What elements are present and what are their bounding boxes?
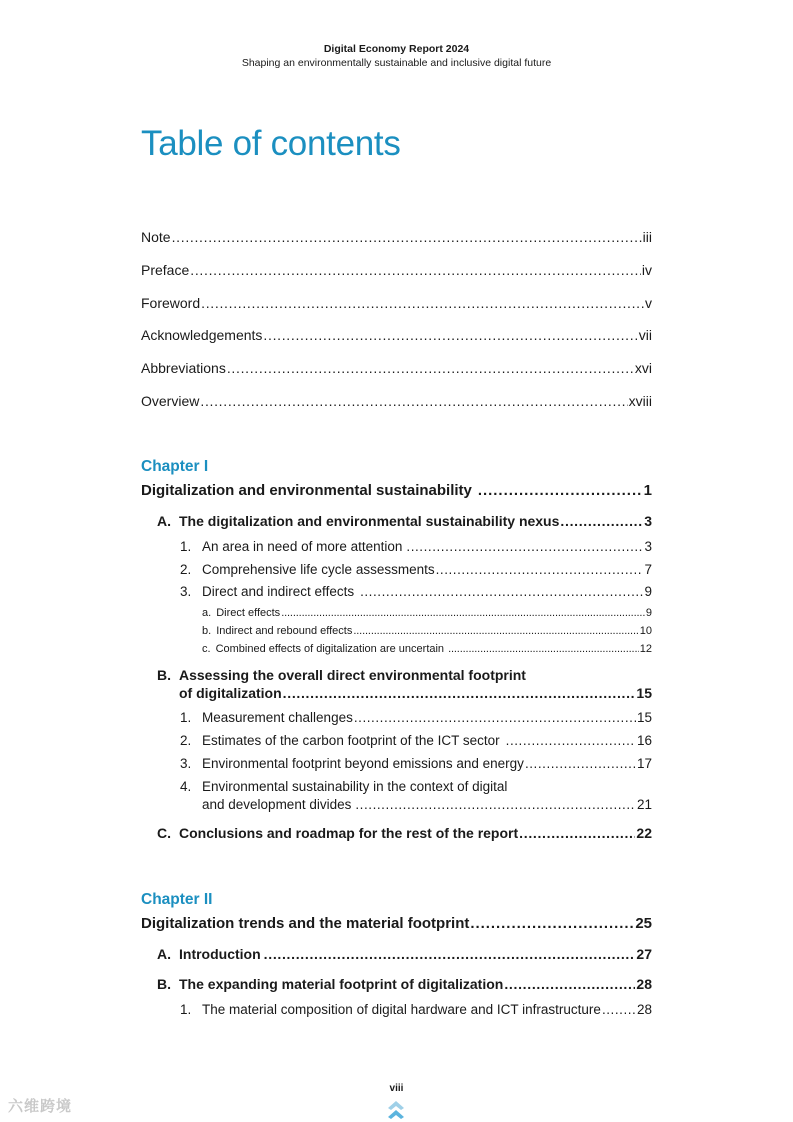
report-subtitle: Shaping an environmentally sustainable and inclusive digital future — [241, 57, 552, 69]
toc-entry-abbreviations[interactable] — [141, 360, 652, 376]
toc-section-2A[interactable] — [157, 946, 652, 962]
toc-entry-page: 9 — [645, 607, 652, 619]
toc-entry-label: Environmental sustainability in the context of digital — [202, 779, 508, 794]
toc-entry-label: Direct effects — [216, 607, 281, 619]
toc-subsection-1A2[interactable] — [180, 562, 652, 577]
toc-entry-label: Comprehensive life cycle assessments — [202, 562, 435, 577]
toc-entry-label: and development divides — [202, 797, 352, 812]
toc-entry-page: iii — [642, 229, 652, 245]
toc-subsection-1B4[interactable] — [202, 797, 652, 812]
toc-entry-label: Indirect and rebound effects — [216, 625, 353, 637]
toc-subsubsection-1A3b[interactable] — [202, 625, 652, 637]
toc-entry-label: The digitalization and environmental sustainability nexus — [179, 513, 560, 529]
chapter-1-label: Chapter I — [141, 458, 209, 475]
toc-subsubsection-1A3c[interactable] — [202, 643, 652, 655]
toc-subsection-2B1[interactable] — [180, 1002, 652, 1017]
toc-entry-page: 16 — [636, 733, 652, 748]
running-header — [0, 42, 793, 70]
toc-entry-page: xviii — [628, 393, 652, 409]
toc-entry-page: 21 — [636, 797, 652, 812]
subsection-number: 3. — [180, 584, 192, 599]
toc-entry-label: The material composition of digital hardware and ICT infrastructure — [202, 1002, 601, 1017]
toc-subsection-1B1[interactable] — [180, 710, 652, 725]
page-title: Table of contents — [141, 124, 401, 163]
toc-entry-page: 1 — [643, 482, 652, 499]
toc-entry-label: Combined effects of digitalization are uncertain — [215, 643, 445, 655]
toc-section-1A[interactable] — [157, 513, 652, 529]
subsubsection-letter: c. — [202, 643, 211, 655]
toc-chapter-2[interactable] — [141, 915, 652, 932]
section-letter: A. — [157, 946, 171, 962]
section-letter: A. — [157, 513, 171, 529]
toc-entry-preface[interactable] — [141, 262, 652, 278]
chevron-up-icon — [386, 1098, 406, 1122]
watermark: 六维跨境 — [8, 1098, 73, 1115]
report-title: Digital Economy Report 2024 — [323, 43, 470, 55]
subsection-number: 2. — [180, 733, 192, 748]
toc-entry-label: Preface — [141, 262, 190, 278]
section-letter: B. — [157, 667, 171, 683]
toc-entry-label: Note — [141, 229, 171, 245]
toc-entry-label: Direct and indirect effects — [202, 584, 355, 599]
page-number: viii — [389, 1083, 404, 1094]
toc-entry-page: 7 — [644, 562, 652, 577]
toc-entry-note[interactable] — [141, 229, 652, 245]
toc-subsection-1B3[interactable] — [180, 756, 652, 771]
toc-entry-label: Overview — [141, 393, 200, 409]
subsubsection-letter: a. — [202, 607, 212, 619]
toc-subsection-1A1[interactable] — [180, 539, 652, 554]
subsection-number: 2. — [180, 562, 192, 577]
toc-entry-page: 22 — [636, 825, 652, 841]
section-letter: B. — [157, 976, 171, 992]
toc-section-1B[interactable] — [179, 685, 652, 701]
toc-entry-page: 15 — [636, 710, 652, 725]
toc-entry-label: Digitalization and environmental sustainability — [141, 482, 472, 499]
toc-entry-page: 27 — [636, 946, 652, 962]
toc-entry-page: 3 — [644, 513, 652, 529]
section-letter: C. — [157, 825, 171, 841]
toc-section-1B-line1[interactable] — [157, 667, 526, 683]
toc-entry-label: The expanding material footprint of digitalization — [179, 976, 504, 992]
toc-section-2B[interactable] — [157, 976, 652, 992]
toc-entry-page: 28 — [636, 1002, 652, 1017]
toc-entry-label: Estimates of the carbon footprint of the ICT sector — [202, 733, 500, 748]
toc-entry-page: 25 — [635, 915, 652, 932]
toc-entry-label: of digitalization — [179, 685, 282, 701]
toc-entry-page: 10 — [639, 625, 652, 637]
toc-entry-page: xvi — [634, 360, 652, 376]
toc-subsection-1A3[interactable] — [180, 584, 652, 599]
toc-entry-label: Introduction — [179, 946, 261, 962]
toc-entry-page: iv — [641, 262, 652, 278]
toc-subsection-1B4-line1[interactable] — [180, 779, 507, 794]
toc-entry-label: Abbreviations — [141, 360, 226, 376]
toc-entry-page: 15 — [636, 685, 652, 701]
toc-entry-overview[interactable] — [141, 393, 652, 409]
toc-subsubsection-1A3a[interactable] — [202, 607, 652, 619]
toc-subsection-1B2[interactable] — [180, 733, 652, 748]
toc-section-1C[interactable] — [157, 825, 652, 841]
toc-entry-label: Foreword — [141, 295, 201, 311]
chapter-2-label: Chapter II — [141, 891, 213, 908]
toc-entry-page: 17 — [636, 756, 652, 771]
toc-entry-label: An area in need of more attention — [202, 539, 403, 554]
toc-entry-label: Environmental footprint beyond emissions and energy — [202, 756, 524, 771]
toc-entry-acknowledgements[interactable] — [141, 327, 652, 343]
subsection-number: 3. — [180, 756, 192, 771]
toc-entry-foreword[interactable] — [141, 295, 652, 311]
toc-chapter-1[interactable] — [141, 482, 652, 499]
subsection-number: 1. — [180, 1002, 192, 1017]
toc-entry-label: Digitalization trends and the material footprint — [141, 915, 470, 932]
subsubsection-letter: b. — [202, 625, 212, 637]
subsection-number: 1. — [180, 539, 192, 554]
subsection-number: 4. — [180, 779, 192, 794]
toc-entry-label: Conclusions and roadmap for the rest of the report — [179, 825, 519, 841]
toc-entry-page: 9 — [644, 584, 652, 599]
toc-entry-page: vii — [638, 327, 652, 343]
toc-entry-page: 3 — [644, 539, 652, 554]
toc-entry-page: 28 — [636, 976, 652, 992]
toc-entry-label: Measurement challenges — [202, 710, 353, 725]
toc-entry-label: Acknowledgements — [141, 327, 263, 343]
subsection-number: 1. — [180, 710, 192, 725]
toc-entry-label: Assessing the overall direct environmental footprint — [179, 667, 526, 683]
toc-entry-page: 12 — [639, 643, 652, 655]
toc-entry-page: v — [645, 295, 652, 311]
